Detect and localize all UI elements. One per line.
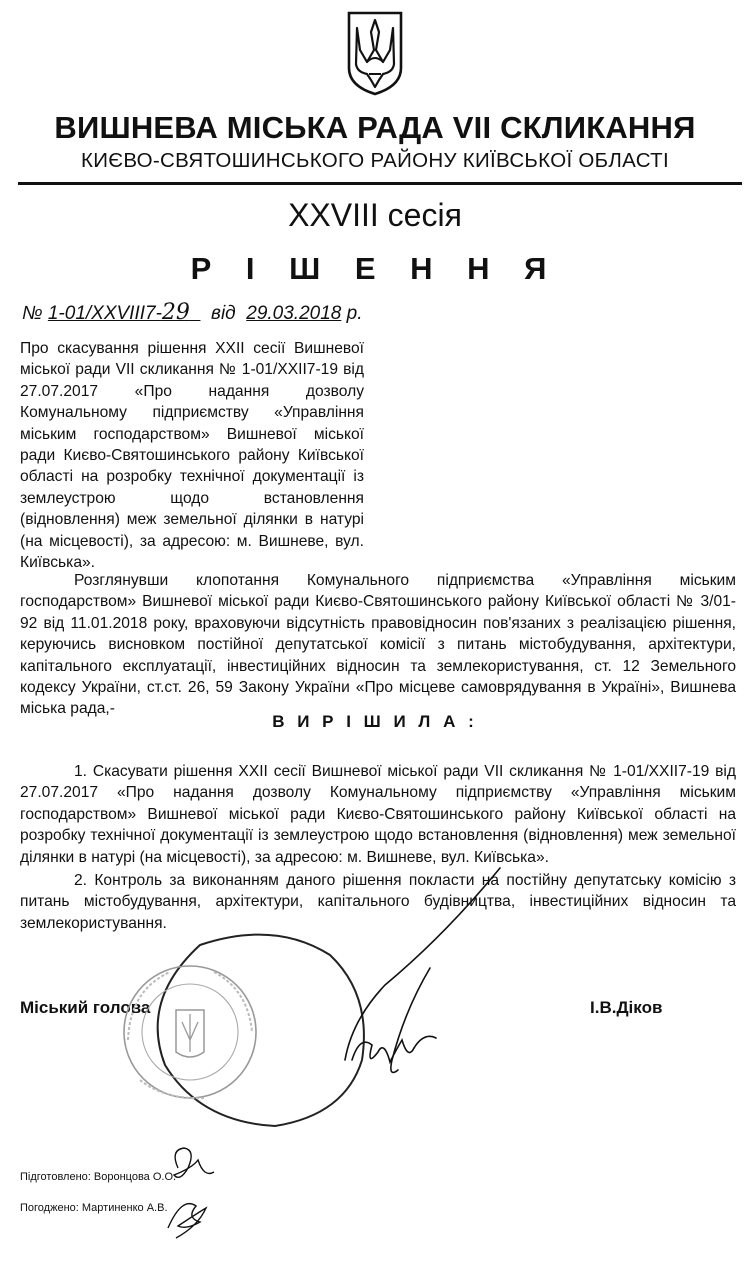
decision-date: 29.03.2018 (246, 303, 342, 324)
decision-subject: Про скасування рішення XXII сесії Вишневої міської ради VII скликання № 1-01/XXII7-19 від 27.07.2017 «Про надання дозволу Комунальному підприємству «Управління міським господарством» Вишневої міської ради Києво-Святошинського району Київської області на розробку технічної документації із землеустрою щодо встановлення (відновлення) меж земельної ділянки в натурі (на місцевості), за адресою: м. Вишневе, вул. Київська». (20, 340, 364, 572)
decision-number: 1-01/XXVIII7-29 (47, 300, 190, 325)
signatory-name: І.В.Діков (590, 998, 663, 1017)
from-label: від (211, 303, 236, 324)
preamble-paragraph: Розглянувши клопотання Комунального підприємства «Управління міським господарством» Вишневої міської ради Києво-Святошинського району Київської області № 3/01-92 від 11.01.2018 року, враховуючи відсутність правовідносин пов'язаних з реалізацією рішення, керуючись висновком постійної депутатської комісії з питань містобудування, архітектури, капітального експлуатації, інвестиційних відносин та землекористування, ст. 12 Земельного кодексу України, ст.ст. 26, 59 Закону України «Про місцеве самоврядування в Україні», Вишнева міська рада,- (20, 572, 736, 718)
session-title: XXVIII сесія (288, 197, 462, 233)
agreed-by: Погоджено: Мартиненко А.В. (20, 1202, 168, 1214)
district-name: КИЄВО-СВЯТОШИНСЬКОГО РАЙОНУ КИЇВСЬКОЇ ОБЛАСТІ (81, 149, 669, 172)
mayor-signature (345, 868, 500, 1072)
prepared-initials-signature (174, 1148, 214, 1177)
number-prefix: № (22, 303, 43, 324)
council-name: ВИШНЕВА МІСЬКА РАДА VII СКЛИКАННЯ (54, 110, 696, 145)
official-stamp (124, 935, 364, 1126)
signatory-position: Міський голова (20, 998, 151, 1017)
handwritten-number: 29 (161, 300, 190, 325)
decision-item-1: 1. Скасувати рішення XXII сесії Вишневої міської ради VII скликання № 1-01/XXII7-19 від 27.07.2017 «Про надання дозволу Комунальному підприємству «Управління міським господарством» Вишневої міської ради Києво-Святошинського району Київської області на розробку технічної документації із землеустрою щодо встановлення (відновлення) меж земельної ділянки в натурі (на місцевості), за адресою: м. Вишневе, вул. Київська». (20, 763, 736, 866)
decision-item-2: 2. Контроль за виконанням даного рішення покласти на постійну депутатську комісію з питань містобудування, архітектури, капітального будівництва, інвестиційних відносин та землекористування. (20, 872, 736, 932)
agreed-initials-signature (168, 1204, 206, 1238)
decided-heading: В И Р І Ш И Л А : (272, 712, 478, 731)
prepared-by: Підготовлено: Воронцова О.О. (20, 1171, 177, 1183)
document-type: Р І Ш Е Н Н Я (190, 251, 560, 286)
year-suffix: р. (346, 303, 363, 324)
